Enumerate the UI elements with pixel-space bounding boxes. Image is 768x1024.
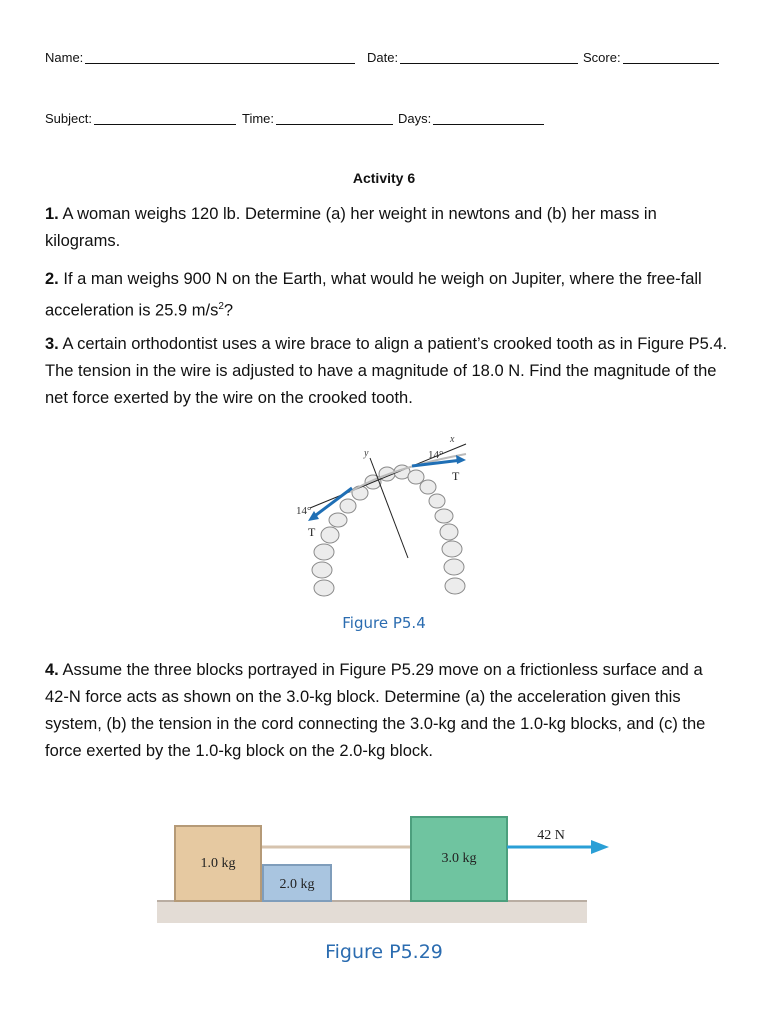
force-label: 42 N (537, 828, 565, 843)
question-superscript: 2 (218, 301, 224, 312)
tension-left-label: T (308, 525, 316, 539)
axis-x-label: x (450, 434, 455, 445)
axis-y-label: y (364, 448, 369, 459)
floor-surface (157, 901, 587, 923)
subject-blank (94, 111, 236, 125)
subject-label: Subject: (45, 111, 92, 126)
date-blank (400, 50, 578, 64)
figure-p5-29-caption: Figure P5.29 (325, 941, 443, 963)
question-1 (45, 201, 729, 255)
block-3kg-label: 3.0 kg (441, 851, 477, 866)
score-field (583, 48, 719, 65)
force-arrowhead (591, 840, 609, 854)
block-2kg-label: 2.0 kg (279, 877, 315, 892)
question-tail: ? (223, 301, 234, 320)
name-blank (85, 50, 355, 64)
subject-field (45, 109, 236, 126)
question-number: 2. (45, 270, 59, 288)
teeth-arch-icon (312, 465, 465, 596)
time-blank (276, 111, 393, 125)
figure-p5-4-caption: Figure P5.4 (342, 614, 426, 632)
days-field (398, 109, 544, 126)
figure-p5-29-diagram (155, 812, 615, 927)
time-label: Time: (242, 111, 275, 126)
tension-right-arrowhead (456, 455, 466, 464)
question-3 (45, 331, 729, 412)
days-blank (433, 111, 544, 125)
question-4 (45, 657, 729, 765)
score-label: Score: (583, 50, 621, 65)
name-field (45, 48, 355, 65)
question-text: A certain orthodontist uses a wire brace to align a patient’s crooked tooth as in Figure P5.4. The tension in the wire is adjusted to have a magnitude of 18.0 N. Find the magnitude of the net force exerted by the wire on the crooked tooth. (45, 335, 728, 407)
days-label: Days: (398, 111, 432, 126)
angle-right-label: 14° (428, 449, 444, 461)
question-text: Assume the three blocks portrayed in Figure P5.29 move on a frictionless surface and a 42-N force acts as shown on the 3.0-kg block. Determine (a) the acceleration given this system, (b) the tension in the cord connecting the 3.0-kg and the 1.0-kg blocks, and (c) the force exerted by the 1.0-kg block on the 2.0-kg block. (45, 661, 706, 760)
tension-right-label: T (452, 469, 460, 483)
date-field (367, 48, 578, 65)
question-number: 1. (45, 205, 59, 223)
block-1kg-label: 1.0 kg (200, 856, 236, 871)
question-number: 4. (45, 661, 59, 679)
question-2 (45, 266, 729, 325)
question-text: A woman weighs 120 lb. Determine (a) her weight in newtons and (b) her mass in kilograms. (45, 205, 657, 250)
question-number: 3. (45, 335, 59, 353)
time-field (242, 109, 393, 126)
score-blank (623, 50, 719, 64)
figure-p5-4-diagram (290, 430, 490, 610)
name-label: Name: (45, 50, 84, 65)
angle-left-label: 14° (296, 505, 312, 517)
question-text: If a man weighs 900 N on the Earth, what would he weigh on Jupiter, where the free-fall acceleration is 25.9 m/s (45, 270, 702, 320)
date-label: Date: (367, 50, 399, 65)
page-title: Activity 6 (352, 170, 416, 186)
